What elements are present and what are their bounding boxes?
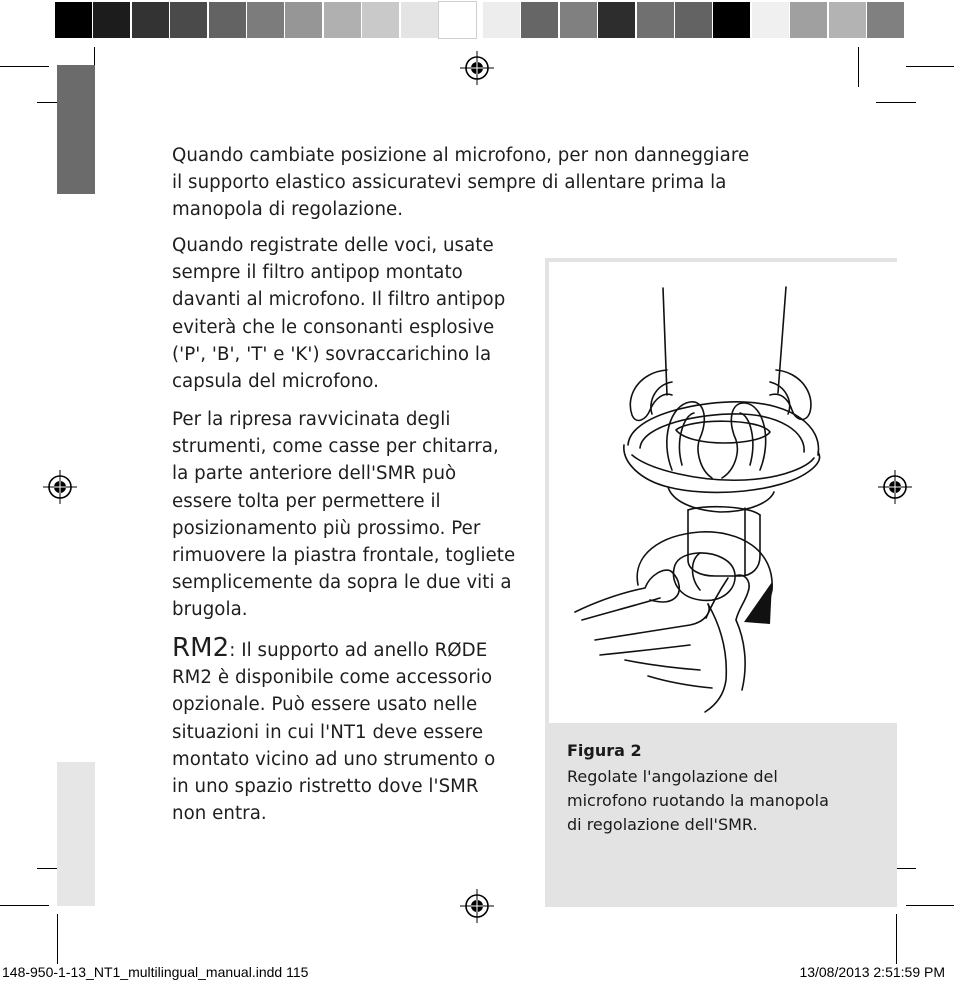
color-swatch-right-6 <box>675 2 712 38</box>
color-swatch-right-11 <box>867 2 904 38</box>
color-swatch-right-7 <box>713 2 750 38</box>
paragraph-rm2 <box>172 635 495 827</box>
color-swatch-left-1 <box>55 2 92 38</box>
shock-mount-illustration <box>549 262 897 723</box>
rm2-first-line: : Il supporto ad anello RØDE <box>229 640 488 661</box>
paragraph-loosen-knob: Quando cambiate posizione al microfono, per non danneggiare il supporto elastico assicuratevi sempre di allentare prima la manopola di regolazione. <box>172 145 750 221</box>
paragraph-close-miking: Per la ripresa ravvicinata degli strumenti, come casse per chitarra, la parte anteriore dell'SMR può essere tolta per permettere il posizionamento più prossimo. Per rimuovere la piastra frontale, togliete semplicemente da sopra le due viti a brugola. <box>172 409 516 621</box>
slug-filename: 148-950-1-13_NT1_multilingual_manual.indd 115 <box>2 964 309 980</box>
registration-mark-icon <box>460 51 494 85</box>
color-swatch-left-7 <box>285 2 322 38</box>
color-swatch-right-1 <box>483 2 520 38</box>
crop-mark <box>906 66 954 67</box>
color-swatch-left-10 <box>401 2 438 38</box>
crop-mark <box>0 66 49 67</box>
color-swatch-right-9 <box>790 2 827 38</box>
color-swatch-left-2 <box>93 2 130 38</box>
color-swatch-right-10 <box>829 2 866 38</box>
figure-title: Figura 2 <box>567 741 642 760</box>
color-swatch-right-8 <box>752 2 789 38</box>
figure-caption: Regolate l'angolazione del microfono ruotando la manopola di regolazione dell'SMR. <box>567 767 829 834</box>
color-swatch-right-3 <box>560 2 597 38</box>
section-tab-marker <box>57 762 95 906</box>
color-swatch-left-3 <box>132 2 169 38</box>
crop-mark <box>896 914 897 964</box>
slug-datetime: 13/08/2013 2:51:59 PM <box>799 964 945 980</box>
color-swatch-right-2 <box>521 2 558 38</box>
crop-mark <box>858 47 859 87</box>
color-swatch-left-9 <box>362 2 399 38</box>
color-swatch-left-6 <box>247 2 284 38</box>
color-swatch-left-8 <box>324 2 361 38</box>
crop-mark <box>0 905 49 906</box>
rm2-body: RM2 è disponibile come accessorio opzionale. Può essere usato nelle situazioni in cui l'NT1 deve essere montato vicino ad uno strumento o in uno spazio ristretto dove l'SMR non entra. <box>172 667 496 825</box>
paragraph-pop-filter: Quando registrate delle voci, usate sempre il filtro antipop montato davanti al microfono. Il filtro antipop eviterà che le consonanti esplosive ('P', 'B', 'T' e 'K') sovraccarichino la capsula del microfono. <box>172 235 506 393</box>
language-tab-marker <box>57 65 95 194</box>
color-swatch-right-4 <box>598 2 635 38</box>
color-swatch-right-5 <box>637 2 674 38</box>
crop-mark <box>876 102 916 103</box>
crop-mark <box>57 914 58 964</box>
color-swatch-left-5 <box>209 2 246 38</box>
color-swatch-left-4 <box>170 2 207 38</box>
crop-mark <box>906 905 954 906</box>
rm2-heading: RM2 <box>172 633 230 663</box>
registration-mark-icon <box>460 889 494 923</box>
registration-mark-icon <box>43 470 77 504</box>
color-swatch-left-11 <box>439 2 476 38</box>
